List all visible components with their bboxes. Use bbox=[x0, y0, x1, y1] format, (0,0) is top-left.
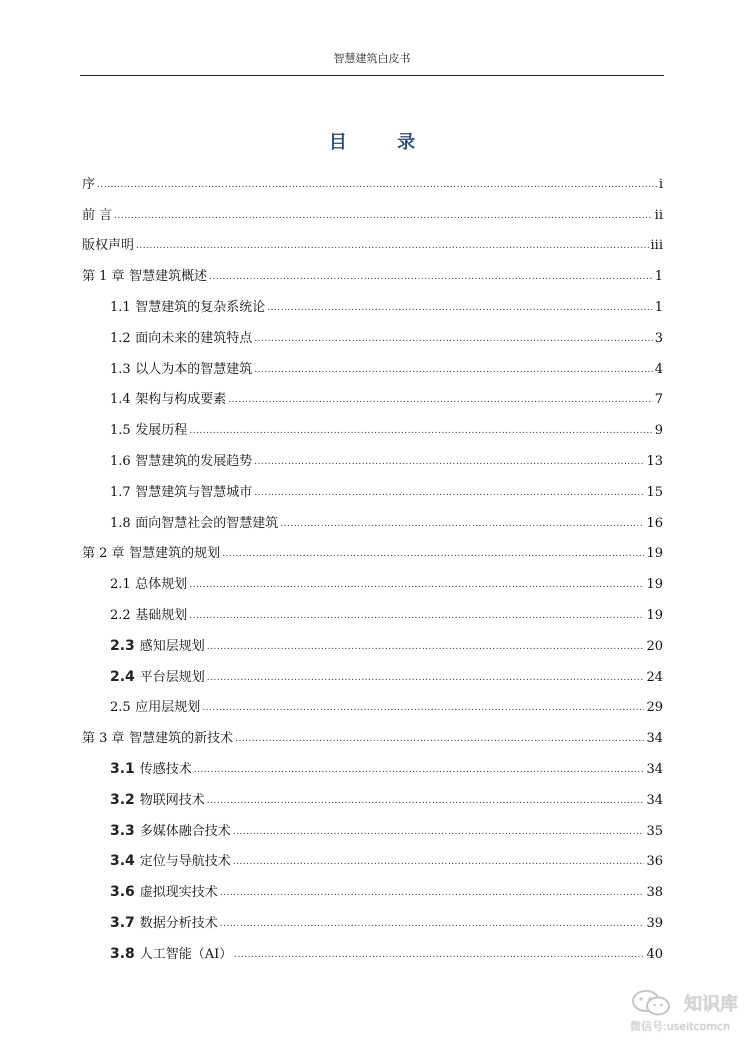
dot-leader bbox=[267, 302, 652, 314]
dot-leader bbox=[189, 425, 652, 437]
toc-entry[interactable] bbox=[82, 902, 663, 933]
toc-entry-page: 34 bbox=[646, 761, 663, 777]
toc-entry-number: 1.4 bbox=[110, 392, 131, 408]
toc-entry-label bbox=[82, 237, 134, 255]
toc-entry-text: 平台层规划 bbox=[139, 669, 205, 685]
toc-entry-page: 13 bbox=[646, 453, 663, 469]
toc-entry[interactable] bbox=[82, 409, 663, 440]
dot-leader bbox=[233, 856, 645, 868]
toc-entry-text: 发展历程 bbox=[135, 423, 188, 439]
toc-entry[interactable] bbox=[82, 471, 663, 502]
header-rule bbox=[80, 75, 664, 76]
toc-entry-page: 29 bbox=[646, 700, 663, 716]
toc-entry-label bbox=[110, 361, 252, 379]
toc-entry[interactable] bbox=[82, 594, 663, 625]
toc-entry[interactable] bbox=[82, 717, 663, 748]
toc-entry-label bbox=[110, 637, 205, 656]
toc-entry-page: 40 bbox=[646, 946, 663, 962]
toc-entry-page: i bbox=[658, 176, 663, 192]
toc-entry-page: 3 bbox=[654, 330, 663, 346]
toc-entry-number: 1.3 bbox=[110, 361, 131, 377]
toc-entry-page: ii bbox=[654, 207, 663, 223]
toc-entry[interactable] bbox=[82, 379, 663, 410]
toc-entry[interactable] bbox=[82, 502, 663, 533]
dot-leader bbox=[136, 240, 649, 252]
toc-entry-label bbox=[110, 453, 252, 471]
toc-entry[interactable] bbox=[82, 656, 663, 687]
toc-entry-label bbox=[110, 515, 278, 533]
toc-entry-label bbox=[110, 822, 231, 841]
toc-entry-number: 第 3 章 bbox=[82, 731, 125, 747]
toc-entry-text: 面向智慧社会的智慧建筑 bbox=[135, 515, 279, 531]
toc-entry-text: 智慧建筑与智慧城市 bbox=[135, 484, 253, 500]
toc-entry[interactable] bbox=[82, 841, 663, 872]
toc-entry[interactable] bbox=[82, 779, 663, 810]
dot-leader bbox=[234, 949, 644, 961]
toc-entry-number: 3.6 bbox=[110, 884, 135, 901]
toc-entry-page: 19 bbox=[646, 546, 663, 562]
toc-entry-label bbox=[82, 207, 112, 225]
toc-entry-label bbox=[110, 699, 200, 717]
toc-entry-text: 智慧建筑的复杂系统论 bbox=[135, 299, 266, 315]
toc-entry-text: 序 bbox=[82, 176, 96, 192]
toc-entry-page: 9 bbox=[654, 423, 663, 439]
toc-entry-number: 3.3 bbox=[110, 822, 135, 839]
toc-entry-text: 前 言 bbox=[82, 207, 113, 223]
toc-entry-number: 1.6 bbox=[110, 453, 131, 469]
toc-entry-page: 15 bbox=[646, 484, 663, 500]
toc-entry-number: 2.1 bbox=[110, 577, 131, 593]
dot-leader bbox=[97, 179, 657, 191]
toc-entry-label bbox=[110, 852, 231, 871]
toc-entry-text: 多媒体融合技术 bbox=[139, 823, 231, 839]
toc-entry-label bbox=[110, 484, 252, 502]
toc-entry-number: 3.8 bbox=[110, 945, 135, 962]
dot-leader bbox=[233, 826, 645, 838]
toc-entry-label bbox=[110, 668, 205, 687]
toc-entry-number: 2.2 bbox=[110, 607, 131, 623]
toc-entry-number: 1.8 bbox=[110, 515, 131, 531]
dot-leader bbox=[222, 548, 644, 560]
toc-entry-label bbox=[82, 545, 220, 563]
table-of-contents bbox=[82, 163, 663, 964]
dot-leader bbox=[220, 918, 645, 930]
toc-entry-text: 总体规划 bbox=[135, 577, 188, 593]
toc-entry-number: 1.2 bbox=[110, 330, 131, 346]
toc-entry-text: 定位与导航技术 bbox=[139, 854, 231, 870]
toc-entry-page: 19 bbox=[646, 607, 663, 623]
toc-entry-number: 第 1 章 bbox=[82, 269, 125, 285]
toc-entry-text: 人工智能（AI） bbox=[139, 946, 233, 962]
toc-entry-page: 4 bbox=[654, 361, 663, 377]
toc-entry-label bbox=[110, 883, 218, 902]
toc-entry-page: 7 bbox=[654, 392, 663, 408]
toc-entry-text: 面向未来的建筑特点 bbox=[135, 330, 253, 346]
toc-entry-label bbox=[110, 760, 192, 779]
watermark-subtitle: 微信号:useitcomcn bbox=[630, 1020, 731, 1033]
toc-entry-page: 38 bbox=[646, 885, 663, 901]
toc-entry-text: 基础规划 bbox=[135, 607, 188, 623]
dot-leader bbox=[207, 641, 645, 653]
toc-entry-page: 36 bbox=[646, 854, 663, 870]
toc-entry-text: 智慧建筑的规划 bbox=[129, 546, 221, 562]
toc-entry-page: 35 bbox=[646, 823, 663, 839]
dot-leader bbox=[280, 518, 644, 530]
toc-entry-label bbox=[110, 422, 187, 440]
toc-entry[interactable] bbox=[82, 163, 663, 194]
dot-leader bbox=[254, 456, 644, 468]
toc-entry[interactable] bbox=[82, 563, 663, 594]
toc-entry-page: 24 bbox=[646, 669, 663, 685]
toc-entry-number: 1.5 bbox=[110, 423, 131, 439]
toc-entry-number: 1.1 bbox=[110, 299, 131, 315]
toc-entry-text: 虚拟现实技术 bbox=[139, 885, 218, 901]
dot-leader bbox=[194, 764, 645, 776]
dot-leader bbox=[254, 333, 652, 345]
toc-entry-text: 传感技术 bbox=[139, 761, 192, 777]
toc-entry-number: 3.1 bbox=[110, 760, 135, 777]
toc-entry-number: 3.7 bbox=[110, 914, 135, 931]
running-header: 智慧建筑白皮书 bbox=[333, 52, 411, 65]
toc-entry[interactable] bbox=[82, 871, 663, 902]
toc-entry-page: 16 bbox=[646, 515, 663, 531]
toc-entry-text: 智慧建筑的发展趋势 bbox=[135, 453, 253, 469]
watermark bbox=[628, 986, 738, 1036]
toc-entry-label bbox=[82, 268, 207, 286]
toc-entry[interactable] bbox=[82, 625, 663, 656]
toc-entry[interactable] bbox=[82, 810, 663, 841]
toc-entry-text: 智慧建筑的新技术 bbox=[129, 731, 234, 747]
toc-entry-number: 第 2 章 bbox=[82, 546, 125, 562]
toc-entry-number: 2.3 bbox=[110, 637, 135, 654]
toc-entry-label bbox=[110, 607, 187, 625]
wechat-icon bbox=[630, 988, 674, 1018]
toc-entry-text: 以人为本的智慧建筑 bbox=[135, 361, 253, 377]
toc-entry[interactable] bbox=[82, 533, 663, 564]
toc-entry-text: 架构与构成要素 bbox=[135, 392, 227, 408]
dot-leader bbox=[228, 394, 652, 406]
dot-leader bbox=[254, 487, 644, 499]
toc-entry[interactable] bbox=[82, 317, 663, 348]
dot-leader bbox=[254, 364, 652, 376]
dot-leader bbox=[207, 672, 645, 684]
dot-leader bbox=[189, 610, 644, 622]
toc-entry[interactable] bbox=[82, 255, 663, 286]
toc-entry-label bbox=[82, 176, 95, 194]
toc-entry-number: 1.7 bbox=[110, 484, 131, 500]
toc-entry-label bbox=[110, 945, 232, 964]
toc-entry-label bbox=[110, 914, 218, 933]
toc-entry-number: 3.2 bbox=[110, 791, 135, 808]
toc-entry-label bbox=[110, 576, 187, 594]
dot-leader bbox=[189, 579, 644, 591]
toc-entry[interactable] bbox=[82, 225, 663, 256]
toc-entry[interactable] bbox=[82, 687, 663, 718]
toc-entry-page: iii bbox=[650, 238, 663, 254]
toc-entry-label bbox=[110, 330, 252, 348]
toc-entry-page: 1 bbox=[654, 269, 663, 285]
toc-entry-page: 39 bbox=[646, 915, 663, 931]
dot-leader bbox=[235, 733, 644, 745]
toc-entry[interactable] bbox=[82, 748, 663, 779]
toc-entry-text: 物联网技术 bbox=[139, 792, 205, 808]
dot-leader bbox=[114, 210, 653, 222]
toc-entry-number: 2.4 bbox=[110, 668, 135, 685]
toc-entry[interactable] bbox=[82, 194, 663, 225]
dot-leader bbox=[207, 795, 645, 807]
toc-entry-text: 应用层规划 bbox=[135, 700, 201, 716]
toc-entry-label bbox=[82, 730, 233, 748]
toc-entry-label bbox=[110, 791, 205, 810]
watermark-name: 知识库 bbox=[684, 994, 738, 1015]
dot-leader bbox=[209, 271, 653, 283]
toc-entry-page: 20 bbox=[646, 638, 663, 654]
toc-entry-label bbox=[110, 391, 226, 409]
toc-entry[interactable] bbox=[82, 440, 663, 471]
toc-entry[interactable] bbox=[82, 348, 663, 379]
toc-entry[interactable] bbox=[82, 286, 663, 317]
toc-entry-text: 智慧建筑概述 bbox=[129, 269, 208, 285]
toc-entry-number: 2.5 bbox=[110, 700, 131, 716]
toc-entry[interactable] bbox=[82, 933, 663, 964]
toc-entry-label bbox=[110, 299, 265, 317]
dot-leader bbox=[202, 702, 644, 714]
toc-entry-text: 数据分析技术 bbox=[139, 915, 218, 931]
toc-entry-page: 34 bbox=[646, 792, 663, 808]
dot-leader bbox=[220, 887, 645, 899]
toc-entry-text: 版权声明 bbox=[82, 238, 135, 254]
toc-entry-page: 19 bbox=[646, 577, 663, 593]
toc-entry-page: 1 bbox=[654, 299, 663, 315]
toc-entry-text: 感知层规划 bbox=[139, 638, 205, 654]
toc-entry-number: 3.4 bbox=[110, 853, 135, 870]
toc-entry-page: 34 bbox=[646, 731, 663, 747]
toc-title: 目 录 bbox=[328, 132, 438, 153]
